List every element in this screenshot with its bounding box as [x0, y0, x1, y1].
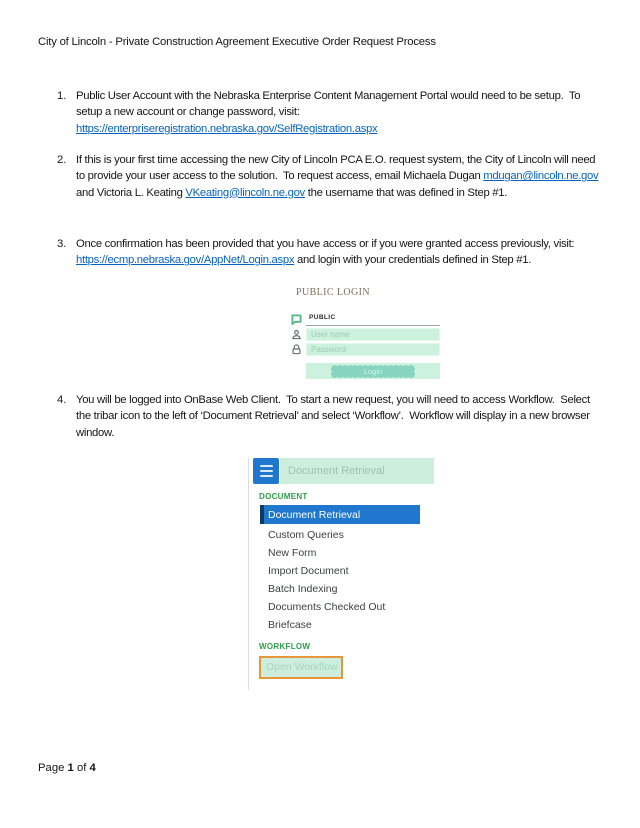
username-row: [290, 328, 440, 341]
step-3-text: [76, 236, 605, 269]
lock-icon: [290, 344, 302, 356]
document-section-label: DOCUMENT: [259, 492, 308, 501]
step-2-body: and Victoria L. Keating: [76, 170, 602, 199]
self-registration-link[interactable]: https://enterpriseregistration.nebraska.gov/SelfRegistration.aspx: [76, 122, 378, 135]
step-2-text: [76, 152, 605, 201]
user-icon: [290, 329, 302, 341]
password-row: [290, 343, 440, 356]
step-4-number: 4.: [57, 394, 67, 406]
onbase-topbar: [253, 458, 434, 484]
menu-item-document-retrieval: Document Retrieval: [260, 505, 420, 524]
login-button: Login: [331, 365, 415, 378]
username-field: User name: [306, 328, 440, 341]
menu-item-import-document: Import Document: [268, 565, 349, 577]
step-3-body: and login with your credentials defined in Step #1.: [294, 254, 532, 267]
tribar-button: [253, 458, 279, 484]
menu-item-briefcase: Briefcase: [268, 619, 312, 631]
menu-item-batch-indexing: Batch Indexing: [268, 583, 338, 595]
workflow-section-label: WORKFLOW: [259, 642, 311, 651]
step-4-text: [76, 392, 605, 441]
step-1-text: [76, 88, 605, 137]
public-login-heading: PUBLIC LOGIN: [296, 287, 370, 298]
document-title: City of Lincoln - Private Construction Agreement Executive Order Request Process: [38, 36, 436, 48]
menu-item-new-form: New Form: [268, 547, 317, 559]
open-workflow-button: Open Workflow: [259, 656, 343, 679]
footer-page-number: 1: [67, 762, 74, 774]
step-1-body: Public User Account with the Nebraska Enterprise Content Management Portal would need to be setup. To setup a new account or change password, visit:: [76, 90, 584, 119]
public-login-screenshot: [290, 287, 440, 379]
public-realm-label: PUBLIC: [306, 312, 440, 326]
chat-bubble-icon: [290, 313, 302, 325]
step-2-number: 2.: [57, 154, 67, 166]
page-footer: [38, 762, 96, 774]
footer-text: of: [73, 762, 90, 774]
document-retrieval-header: Document Retrieval: [280, 458, 434, 484]
step-1-number: 1.: [57, 90, 67, 102]
step-3-body: Once confirmation has been provided that you have access or if you were granted access previously, visit:: [76, 238, 578, 250]
password-field: Password: [306, 343, 440, 356]
mdugan-email-link[interactable]: mdugan@lincoln.ne.gov: [483, 170, 599, 183]
realm-row: [290, 312, 440, 326]
step-2: [57, 152, 605, 201]
onbase-menu-screenshot: [248, 458, 445, 690]
ecmp-login-link[interactable]: https://ecmp.nebraska.gov/AppNet/Login.aspx: [76, 254, 295, 267]
footer-total-pages: 4: [89, 762, 96, 774]
hamburger-icon: [260, 465, 273, 467]
step-3: [57, 236, 605, 269]
step-3-number: 3.: [57, 238, 67, 250]
vkeating-email-link[interactable]: VKeating@lincoln.ne.gov: [185, 186, 305, 199]
step-2-body: the username that was defined in Step #1.: [304, 186, 508, 199]
footer-text: Page: [38, 762, 68, 774]
step-1: [57, 88, 605, 137]
step-2-body: If this is your first time accessing the new City of Lincoln PCA E.O. request system, the City of Lincoln will need to provide your user access to the solution. To request access, email Michaela Dugan: [76, 154, 599, 183]
login-button-strip: [306, 363, 440, 379]
menu-item-documents-checked-out: Documents Checked Out: [268, 601, 386, 613]
step-4-body: You will be logged into OnBase Web Client. To start a new request, you will need to access Workflow. Select the tribar icon to the left of ‘Document Retrieval’ and select ‘Workflow’. Workflow will display in a new browser window.: [76, 394, 593, 439]
step-4: [57, 392, 605, 441]
public-login-form: [290, 312, 440, 379]
menu-item-custom-queries: Custom Queries: [268, 529, 344, 541]
